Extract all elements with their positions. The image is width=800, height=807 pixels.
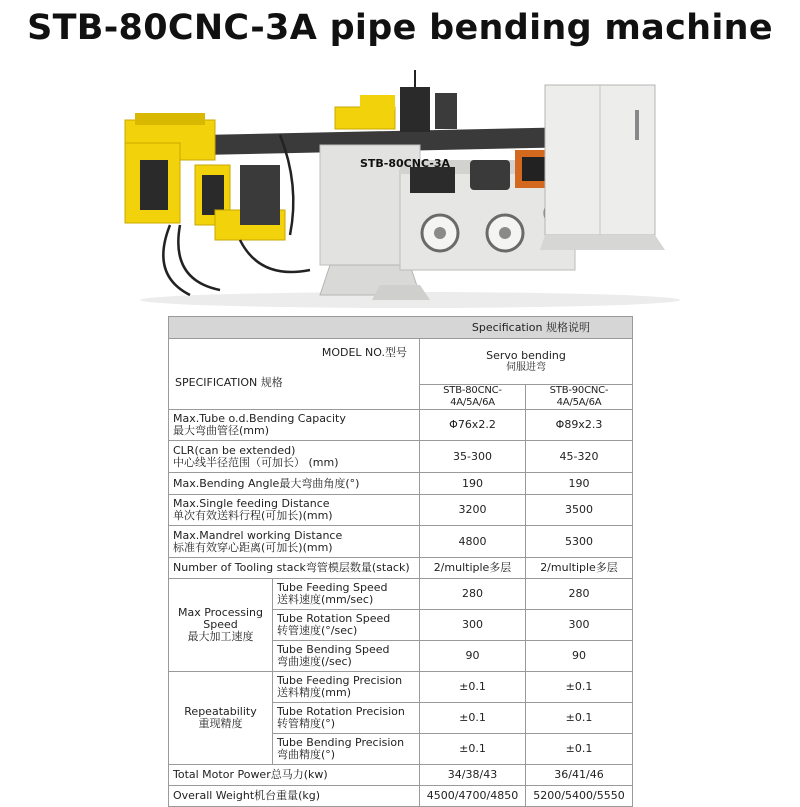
table-row: Overall Weight机台重量(kg) 4500/4700/4850 5200/5400/5550: [169, 786, 633, 807]
repeatability-group-label: Repeatability 重现精度: [169, 672, 273, 765]
specification-table: [168, 316, 633, 807]
table-row: Repeatability 重现精度 Tube Feeding Precision 送料精度(mm) ±0.1 ±0.1: [169, 672, 633, 703]
machine-photo: [110, 55, 690, 310]
table-row: Tube Rotation Precision 转管精度(°) ±0.1 ±0.1: [169, 703, 633, 734]
table-row: Tube Bending Precision 弯曲精度(°) ±0.1 ±0.1: [169, 734, 633, 765]
table-row: Tube Rotation Speed 转管速度(°/sec) 300 300: [169, 610, 633, 641]
table-header: Specification 规格说明: [169, 317, 633, 339]
model-no-label: MODEL NO.型号: [321, 346, 407, 359]
table-row: Max.Tube o.d.Bending Capacity 最大弯曲管径(mm) Φ76x2.2 Φ89x2.3: [169, 410, 633, 441]
table-row: Tube Bending Speed 弯曲速度(/sec) 90 90: [169, 641, 633, 672]
model-spec-label-cell: [169, 339, 420, 410]
machine-model-plate: STB-80CNC-3A: [360, 157, 451, 170]
specification-label: SPECIFICATION 规格: [175, 376, 283, 389]
table-row: Max.Mandrel working Distance 标准有效穿心距离(可加长)(mm) 4800 5300: [169, 526, 633, 558]
model-a-header: STB-80CNC-4A/5A/6A: [420, 385, 526, 410]
servo-bending-label: Servo bending 伺服进弯: [420, 339, 633, 385]
processing-group-label: Max Processing Speed 最大加工速度: [169, 579, 273, 672]
model-b-header: STB-90CNC-4A/5A/6A: [526, 385, 633, 410]
table-row: CLR(can be extended) 中心线半径范围（可加长） (mm) 35-300 45-320: [169, 441, 633, 473]
table-row: Number of Tooling stack弯管模层数量(stack) 2/multiple多层 2/multiple多层: [169, 558, 633, 579]
table-row: Total Motor Power总马力(kw) 34/38/43 36/41/46: [169, 765, 633, 786]
page-title: STB-80CNC-3A pipe bending machine: [27, 8, 773, 48]
table-row: Max.Single feeding Distance 单次有效送料行程(可加长)(mm) 3200 3500: [169, 495, 633, 526]
table-row: Max.Bending Angle最大弯曲角度(°) 190 190: [169, 473, 633, 495]
model-row: [169, 339, 633, 385]
table-row: Max Processing Speed 最大加工速度 Tube Feeding Speed 送料速度(mm/sec) 280 280: [169, 579, 633, 610]
